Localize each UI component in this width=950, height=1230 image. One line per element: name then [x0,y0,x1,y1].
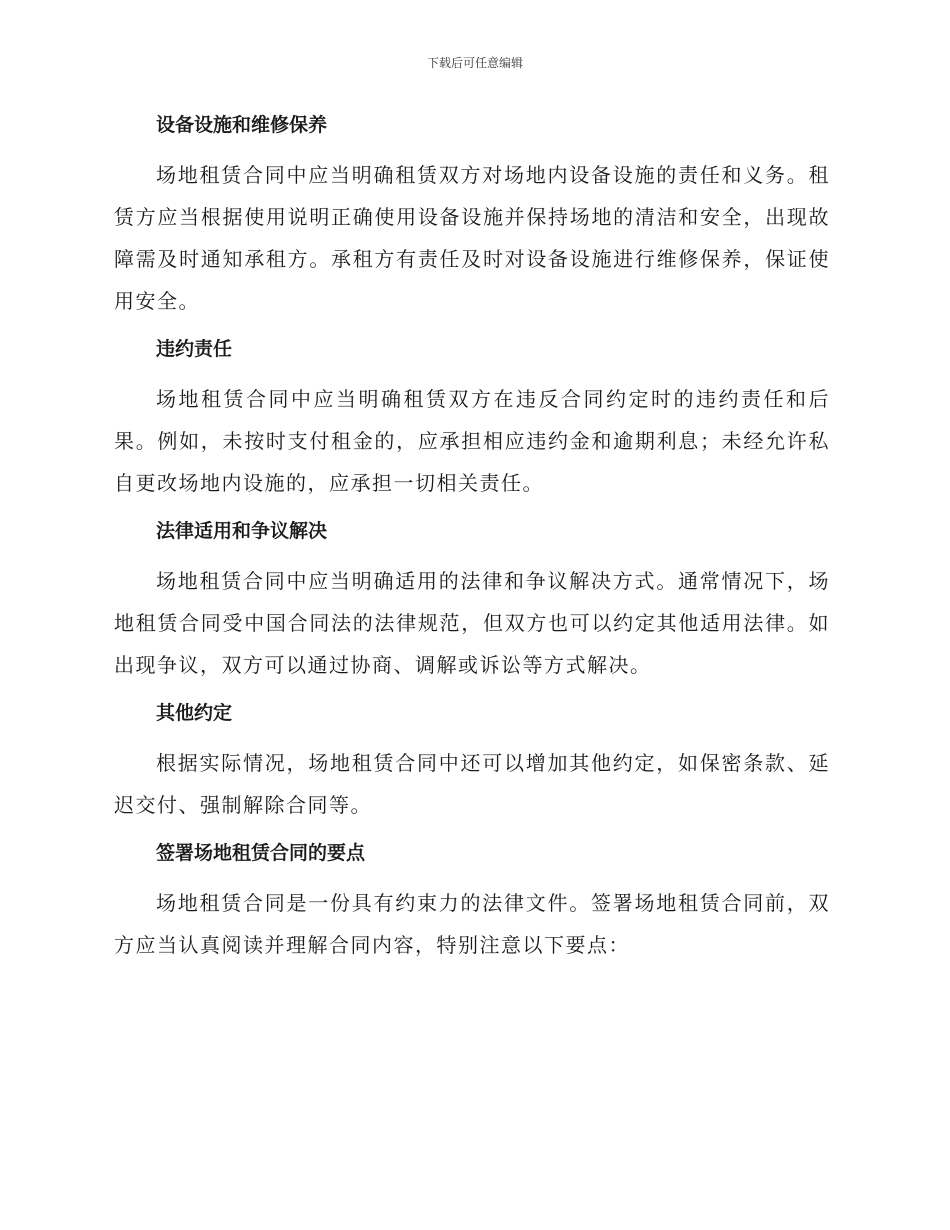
section-signing-points [114,838,830,966]
section-title: 签署场地租赁合同的要点 [156,842,366,864]
section-title: 其他约定 [156,702,233,724]
section-paragraph: 场地租赁合同中应当明确租赁双方对场地内设备设施的责任和义务。租赁方应当根据使用说明正确使用设备设施并保持场地的清洁和安全，出现故障需及时通知承租方。承租方有责任及时对设备设施进行维修保养，保证使用安全。 [114,163,830,313]
section-breach-liability [114,334,830,504]
section-paragraph: 根据实际情况，场地租赁合同中还可以增加其他约定，如保密条款、延迟交付、强制解除合同等。 [114,751,830,817]
document-body [114,110,830,978]
section-law-dispute [114,516,830,686]
section-paragraph: 场地租赁合同是一份具有约束力的法律文件。签署场地租赁合同前，双方应当认真阅读并理解合同内容，特别注意以下要点： [114,891,830,957]
section-other-terms [114,698,830,826]
section-title: 法律适用和争议解决 [156,520,328,542]
section-equipment-maintenance [114,110,830,322]
section-paragraph: 场地租赁合同中应当明确租赁双方在违反合同约定时的违约责任和后果。例如，未按时支付租金的，应承担相应违约金和逾期利息；未经允许私自更改场地内设施的，应承担一切相关责任。 [114,387,830,495]
header-note: 下载后可任意编辑 [426,56,523,70]
section-title: 设备设施和维修保养 [156,114,328,136]
section-title: 违约责任 [156,338,233,360]
section-paragraph: 场地租赁合同中应当明确适用的法律和争议解决方式。通常情况下，场地租赁合同受中国合同法的法律规范，但双方也可以约定其他适用法律。如出现争议，双方可以通过协商、调解或诉讼等方式解决。 [114,569,830,677]
